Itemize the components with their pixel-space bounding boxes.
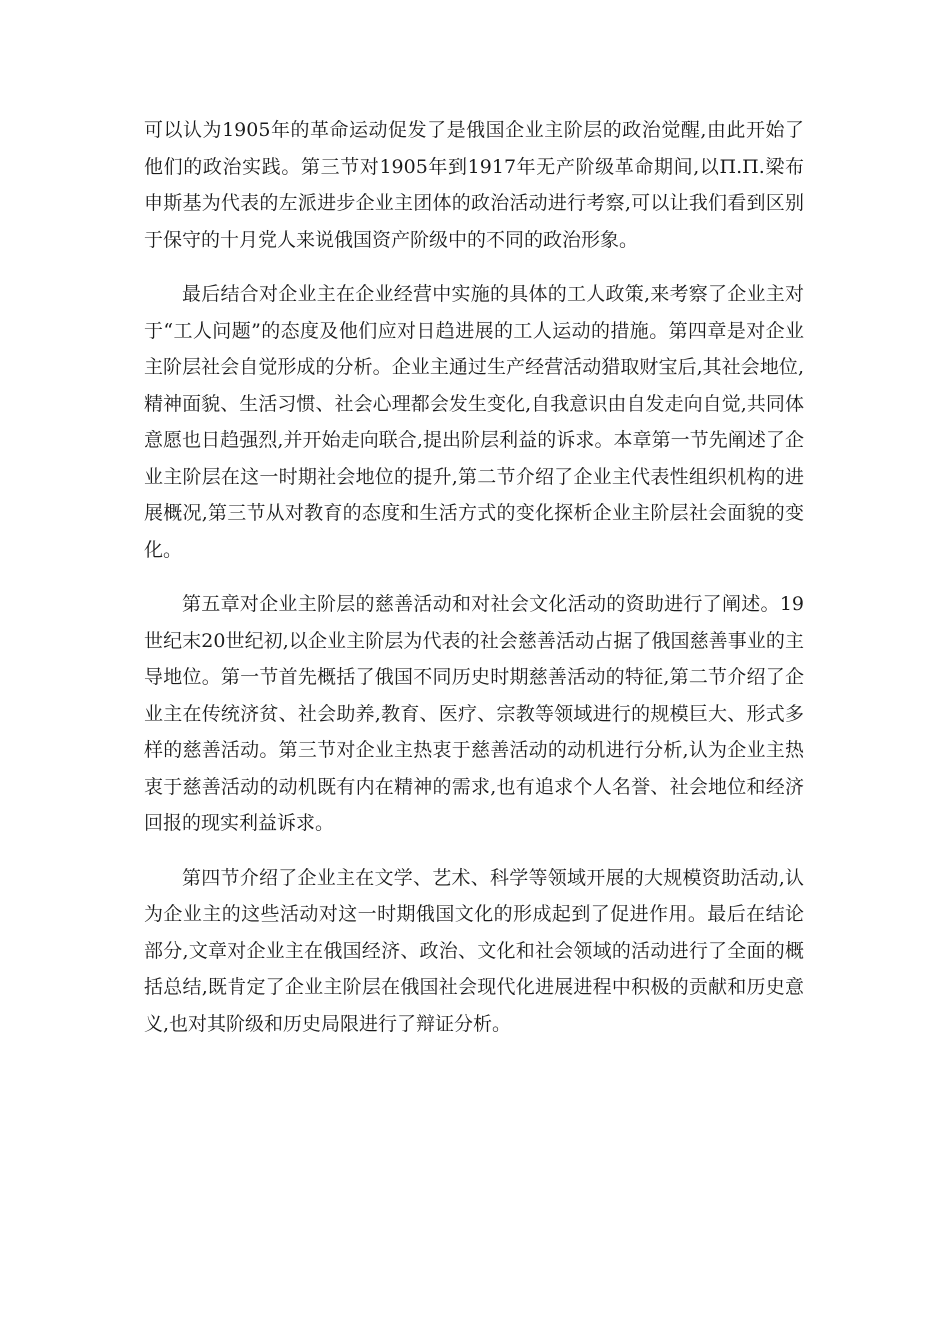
paragraph-continuation: 可以认为1905年的革命运动促发了是俄国企业主阶层的政治觉醒,由此开始了他们的政治实践。第三节对1905年到1917年无产阶级革命期间,以П.П.梁布申斯基为代表的左派进步企业主团体的政治活动进行考察,可以让我们看到区别于保守的十月党人来说俄国资产阶级中的不同的政治形象。 [144, 119, 804, 251]
document-page [144, 112, 804, 1060]
paragraph-section-four: 第四节介绍了企业主在文学、艺术、科学等领域开展的大规模资助活动,认为企业主的这些活动对这一时期俄国文化的形成起到了促进作用。最后在结论部分,文章对企业主在俄国经济、政治、文化和社会领域的活动进行了全面的概括总结,既肯定了企业主阶层在俄国社会现代化进展进程中积极的贡献和历史意义,也对其阶级和历史局限进行了辩证分析。 [144, 866, 804, 1035]
paragraph-worker-policy: 最后结合对企业主在企业经营中实施的具体的工人政策,来考察了企业主对于“工人问题”的态度及他们应对日趋进展的工人运动的措施。第四章是对企业主阶层社会自觉形成的分析。企业主通过生产经营活动猎取财宝后,其社会地位,精神面貌、生活习惯、社会心理都会发生变化,自我意识由自发走向自觉,共同体意愿也日趋强烈,并开始走向联合,提出阶层利益的诉求。本章第一节先阐述了企业主阶层在这一时期社会地位的提升,第二节介绍了企业主代表性组织机构的进展概况,第三节从对教育的态度和生活方式的变化探析企业主阶层社会面貌的变化。 [144, 283, 804, 561]
paragraph-chapter-five: 第五章对企业主阶层的慈善活动和对社会文化活动的资助进行了阐述。19世纪末20世纪初,以企业主阶层为代表的社会慈善活动占据了俄国慈善事业的主导地位。第一节首先概括了俄国不同历史时期慈善活动的特征,第二节介绍了企业主在传统济贫、社会助养,教育、医疗、宗教等领域进行的规模巨大、形式多样的慈善活动。第三节对企业主热衷于慈善活动的动机进行分析,认为企业主热衷于慈善活动的动机既有内在精神的需求,也有追求个人名誉、社会地位和经济回报的现实利益诉求。 [144, 593, 804, 834]
